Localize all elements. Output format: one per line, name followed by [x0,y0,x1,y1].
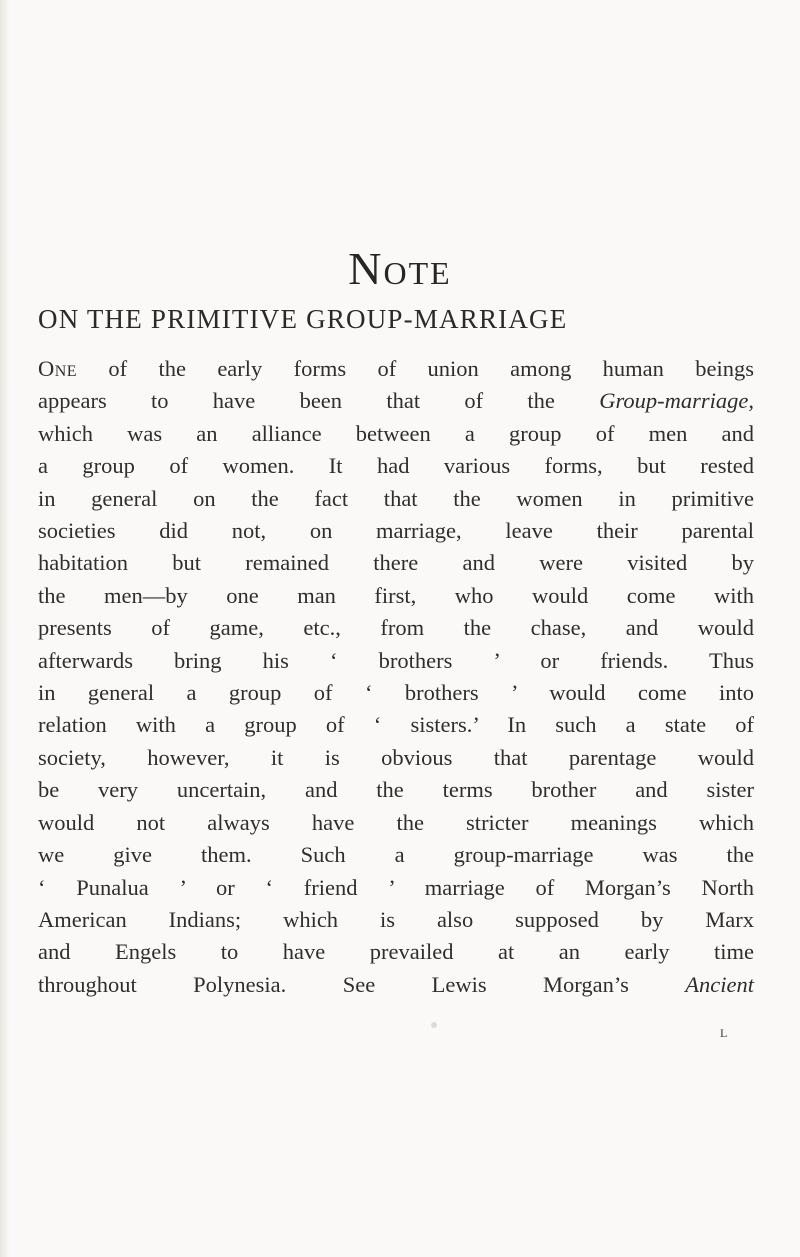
signature-mark: L [720,1026,728,1040]
page-subtitle: ON THE PRIMITIVE GROUP-MARRIAGE [38,304,568,334]
page-title: Note [348,243,452,294]
text-line: societies did not, on marriage, leave their parental [38,518,754,544]
text-line: society, however, it is obvious that parentage would [38,744,754,770]
paper-speck [431,1022,437,1028]
text-line: habitation but remained there and were visited by [38,550,754,576]
text-line: appears to have been that of the Group-marriage, [38,388,754,414]
text-line: American Indians; which is also supposed by Marx [38,906,754,932]
italic-term: Group-marriage, [599,388,754,414]
text-line: One of the early forms of union among human beings [38,356,754,381]
text-line: ‘ Punalua ’ or ‘ friend ’ marriage of Morgan’s North [38,874,754,900]
text-line: we give them. Such a group-marriage was the [38,842,754,868]
text-line: presents of game, etc., from the chase, and would [38,615,754,641]
text-line: in general on the fact that the women in primitive [38,485,754,511]
text-line: the men—by one man first, who would come with [38,582,754,608]
text-line: and Engels to have prevailed at an early time [38,939,754,965]
body-paragraph [38,353,754,1001]
text-line: be very uncertain, and the terms brother and sister [38,777,754,803]
text-line: relation with a group of ‘ sisters.’ In such a state of [38,712,754,738]
text-line: in general a group of ‘ brothers ’ would come into [38,680,754,706]
page-edge-shadow [0,0,10,1257]
text-line: afterwards bring his ‘ brothers ’ or friends. Thus [38,647,754,673]
text-line: would not always have the stricter meanings which [38,809,754,835]
text-line: throughout Polynesia. See Lewis Morgan’s Ancient [38,971,754,997]
initial-small-caps: One [38,356,78,381]
text-line: a group of women. It had various forms, but rested [38,453,754,479]
text-line: which was an alliance between a group of men and [38,420,754,446]
italic-title: Ancient [685,971,754,997]
